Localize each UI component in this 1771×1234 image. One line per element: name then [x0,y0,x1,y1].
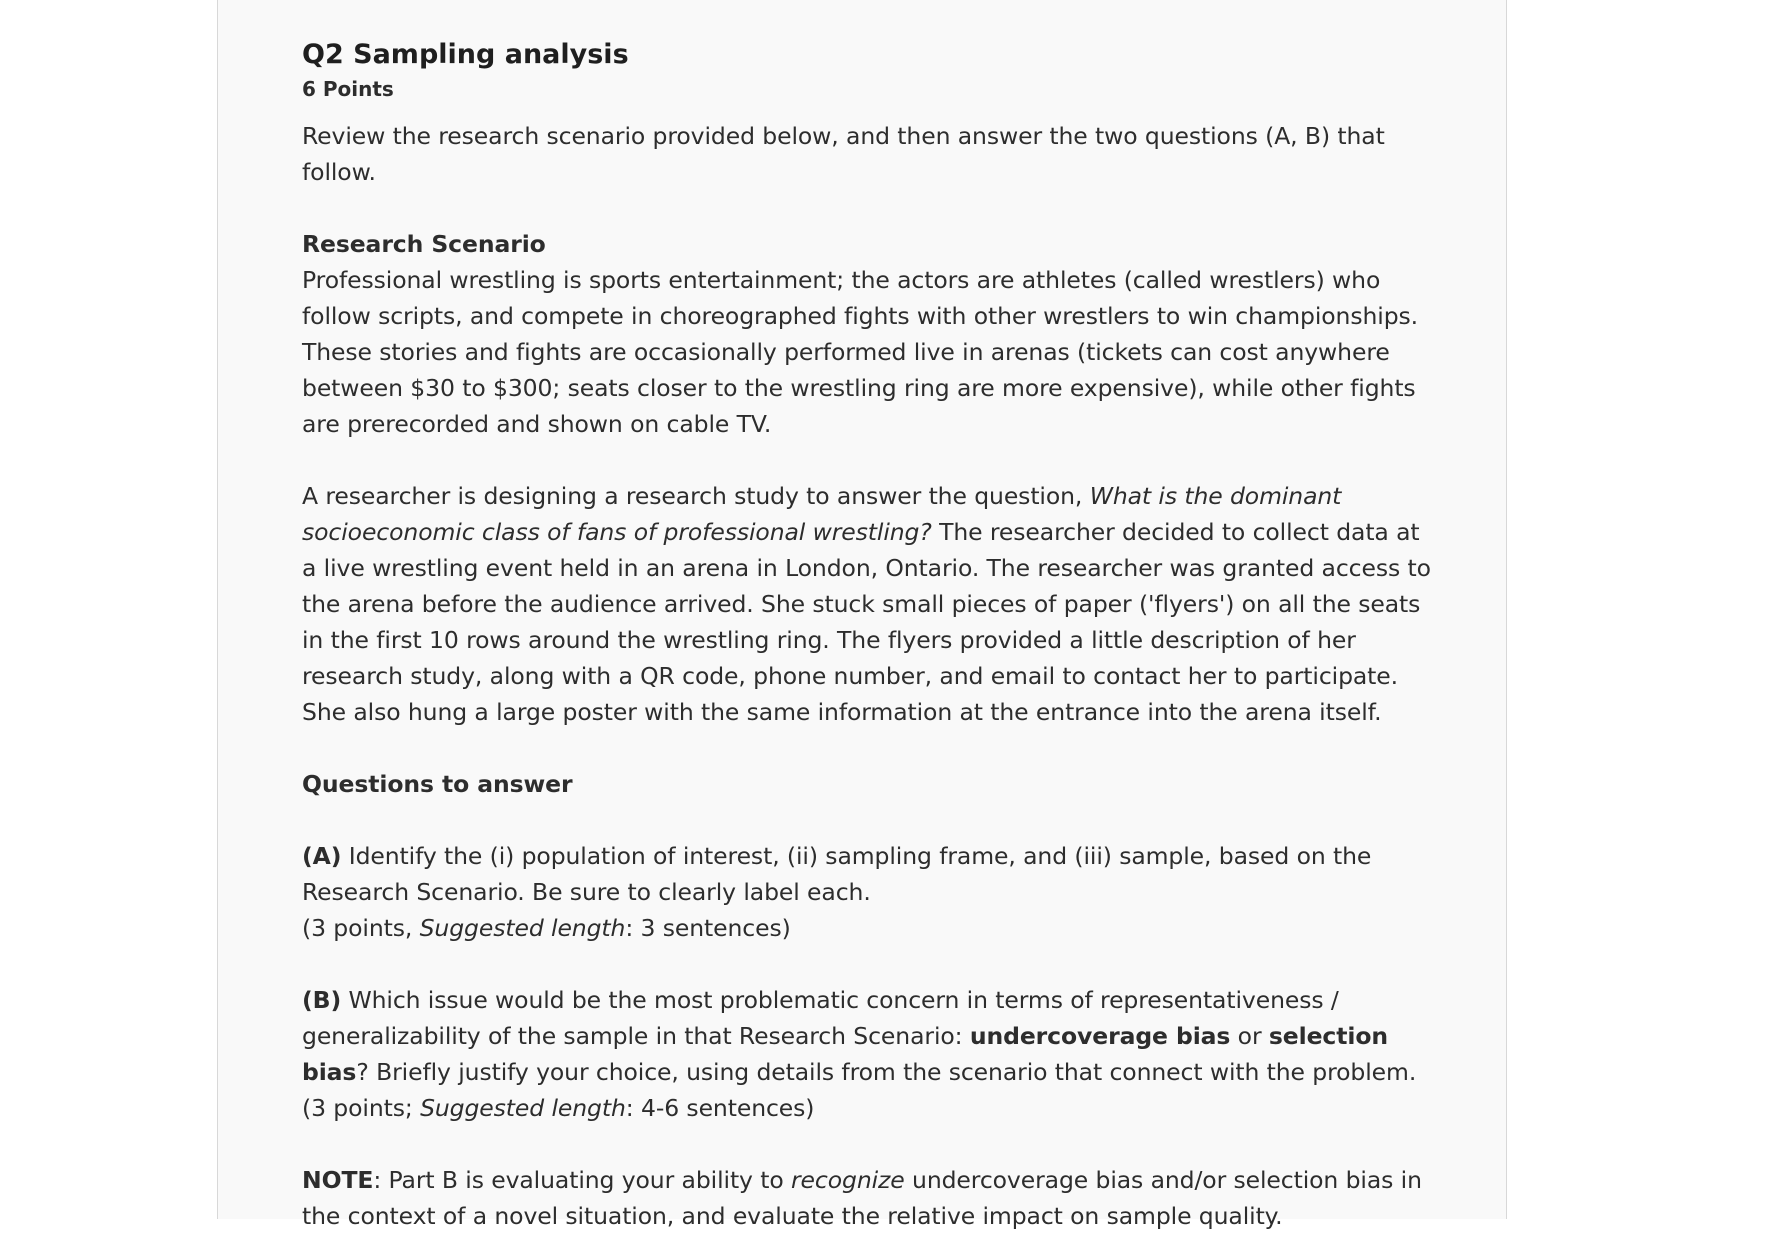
part-b-label: (B) [302,986,342,1014]
part-b-text: (B) Which issue would be the most problematic concern in terms of representativeness / generalizability of the sample in that Research Scenario: undercoverage bias or selection bias? Briefly justify your choice, using details from the scenario that connect with the problem. [302,986,1417,1086]
scenario-heading: Research Scenario [302,230,546,258]
question-title: Q2 Sampling analysis [302,39,629,70]
option-undercoverage-bias: undercoverage bias [969,1022,1231,1050]
note-text: NOTE: Part B is evaluating your ability to recognize undercoverage bias and/or selection bias in the context of a novel situation, and evaluate the relative impact on sample quality. [302,1166,1422,1230]
scenario-paragraph-2: A researcher is designing a research study to answer the question, What is the dominant socioeconomic class of fans of professional wrestling? The researcher decided to collect data at a live wrestling event held in an arena in London, Ontario. The researcher was granted access to the arena before the audience arrived. She stuck small pieces of paper ('flyers') on all the seats in the first 10 rows around the wrestling ring. The flyers provided a little description of her research study, along with a QR code, phone number, and email to contact her to participate. She also hung a large poster with the same information at the entrance into the arena itself. [302,482,1431,726]
part-a-text: (A) Identify the (i) population of interest, (ii) sampling frame, and (iii) sample, based on the Research Scenario. Be sure to clearly label each. [302,842,1372,906]
intro-text: Review the research scenario provided below, and then answer the two questions (A, B) that follow. [302,122,1385,186]
note-label: NOTE [302,1166,374,1194]
question-content [302,34,1432,1234]
part-a-points: (3 points, Suggested length: 3 sentences) [302,914,791,942]
research-question: What is the dominant socioeconomic class of fans of professional wrestling? [302,482,1342,546]
scenario-paragraph-1: Professional wrestling is sports entertainment; the actors are athletes (called wrestlers) who follow scripts, and compete in choreographed fights with other wrestlers to win championships. These stories and fights are occasionally performed live in arenas (tickets can cost anywhere between $30 to $300; seats closer to the wrestling ring are more expensive), while other fights are prerecorded and shown on cable TV. [302,266,1419,438]
option-selection-bias: selection bias [302,1022,1389,1086]
part-b-points: (3 points; Suggested length: 4-6 sentences) [302,1094,815,1122]
question-points: 6 Points [302,77,394,101]
question-panel [217,0,1507,1230]
questions-heading: Questions to answer [302,770,573,798]
part-a-label: (A) [302,842,342,870]
